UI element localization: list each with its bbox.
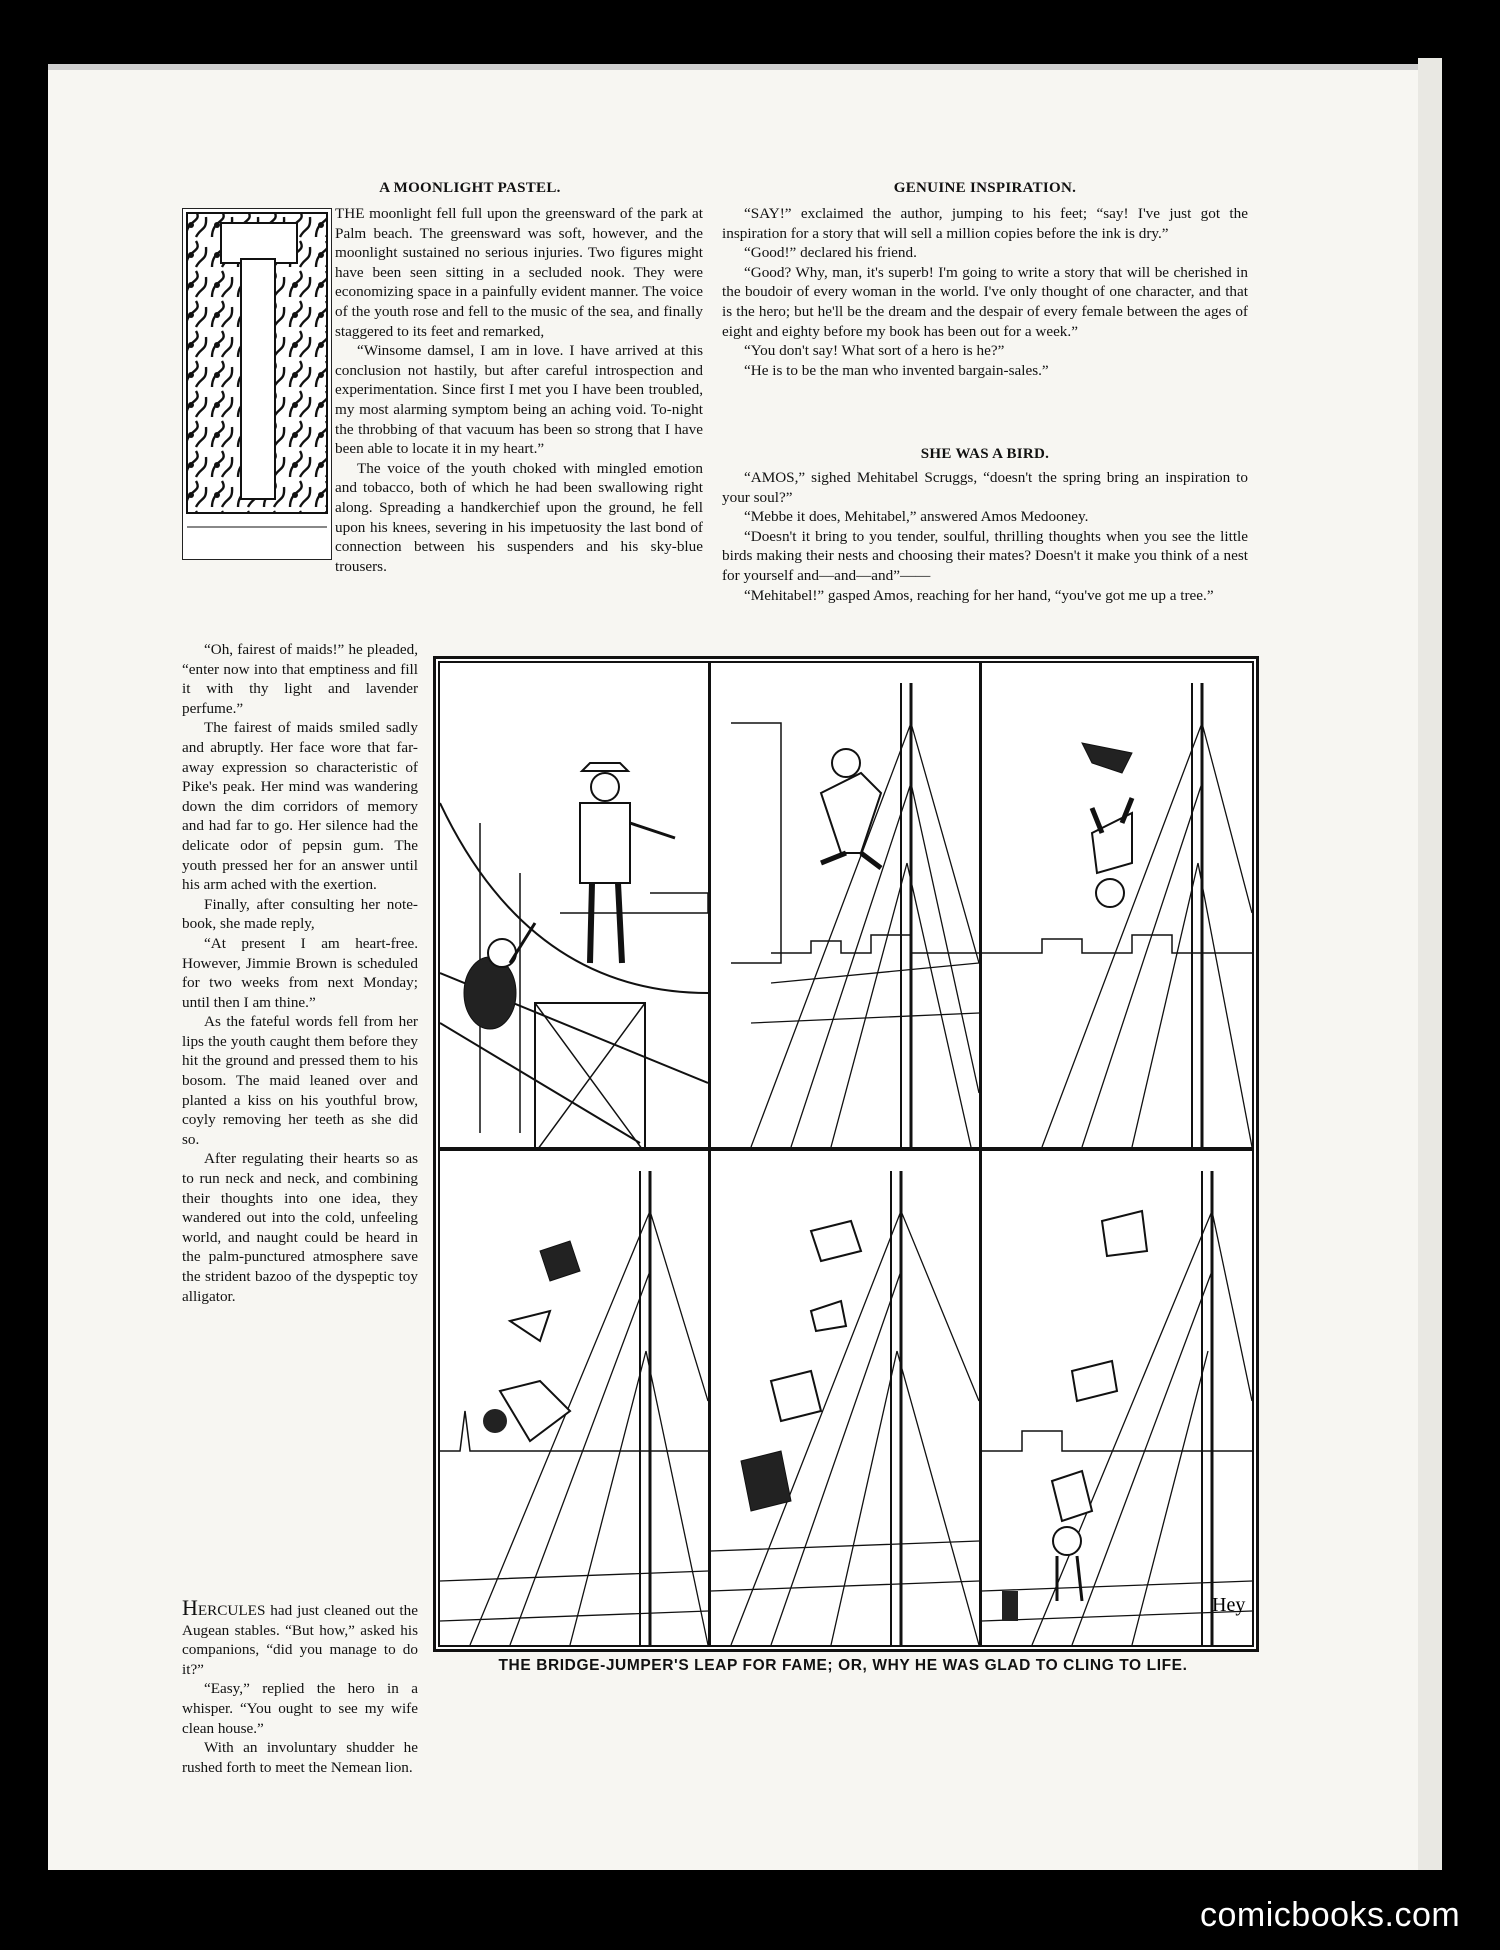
moonlight-paragraph-6: Finally, after consulting her note-book, she made reply, <box>182 895 418 933</box>
decorative-initial-t <box>182 208 332 560</box>
mast-scene-3 <box>982 663 1252 1147</box>
moonlight-paragraph-7: “At present I am heart-free. However, Jimmie Brown is scheduled for two weeks from next Monday; until then I am thine.” <box>182 934 418 1011</box>
bird-story <box>722 468 1248 605</box>
comic-panel-6 <box>980 1149 1254 1647</box>
moonlight-narrow-column <box>182 640 418 1306</box>
ornament-pattern <box>183 209 331 559</box>
hercules-joke <box>182 1595 418 1777</box>
story-title-inspiration: GENUINE INSPIRATION. <box>893 180 1077 196</box>
mast-scene-2 <box>711 663 979 1147</box>
hercules-paragraph-2: “Easy,” replied the hero in a whisper. “You ought to see my wife clean house.” <box>182 1680 418 1737</box>
comic-panel-3 <box>980 661 1254 1149</box>
story-title-bird: SHE WAS A BIRD. <box>920 446 1050 462</box>
comic-panel-5 <box>709 1149 981 1647</box>
bird-paragraph-4: “Mehitabel!” gasped Amos, reaching for her hand, “you've got me up a tree.” <box>744 586 1214 604</box>
inspiration-paragraph-3: “Good? Why, man, it's superb! I'm going to write a story that will be cherished in the boudoir of every woman in the world. I've only thought of one character, and that is the hero; but he'll be the dream and the despair of every female between the ages of eight and eighty before my book has been out for a week.” <box>722 263 1248 340</box>
moonlight-paragraph-8: As the fateful words fell from her lips the youth caught them before they hit the ground and pressed them to his bosom. The maid leaned over and planted a kiss on his youthful brow, coyly removing her teeth as she did so. <box>182 1013 418 1148</box>
hercules-paragraph-3: With an involuntary shudder he rushed forth to meet the Nemean lion. <box>182 1739 418 1776</box>
bird-paragraph-1: “AMOS,” sighed Mehitabel Scruggs, “doesn't the spring bring an inspiration to your soul?” <box>722 469 1248 506</box>
inspiration-paragraph-2: “Good!” declared his friend. <box>744 244 917 262</box>
moonlight-paragraph-4: “Oh, fairest of maids!” he pleaded, “enter now into that emptiness and fill it with thy light and lavender perfume.” <box>182 641 418 717</box>
comic-panel-2 <box>709 661 981 1149</box>
initial-text: THE moonlight fell full upon the greensward of the park at Palm beach. The greensward was soft, however, and the moonlight sustained no serious injuries. Two figures might have been seen sitting in a secluded nook. They were economizing space in a painfully evident manner. The voice of the youth rose and fell to the music of the sea, and finally staggered to its feet and remarked, <box>335 205 703 340</box>
mast-scene-5 <box>711 1151 979 1645</box>
mast-scene-4 <box>440 1151 708 1645</box>
moonlight-paragraph-5: The fairest of maids smiled sadly and abruptly. Her face wore that far-away expression so characteristic of Pike's peak. Her mind was wandering down the dim corridors of memory and had far to go. Her silence had the delicate odor of pepsin gum. The youth pressed her for an answer until his arm ached with the exertion. <box>182 719 418 894</box>
artist-signature: Hey <box>1212 1594 1246 1616</box>
site-watermark: comicbooks.com <box>1200 1896 1461 1934</box>
inspiration-paragraph-4: “You don't say! What sort of a hero is he?” <box>744 342 1005 360</box>
moonlight-paragraph-2: “Winsome damsel, I am in love. I have arrived at this conclusion not hastily, but after careful introspection and experimentation. Since first I met you I have been troubled, my most alarming symptom being an aching void. To-night the throbbing of that vacuum has been so strong that I have been able to locate it in my heart.” <box>335 342 703 458</box>
hercules-initial: H <box>182 1595 198 1620</box>
mast-scene-6 <box>982 1151 1252 1645</box>
comic-strip <box>433 656 1259 1652</box>
bridge-scene <box>440 663 708 1147</box>
moonlight-paragraph-1 <box>335 204 703 576</box>
page-spine <box>1418 58 1442 1870</box>
bird-paragraph-2: “Mebbe it does, Mehitabel,” answered Amos Medooney. <box>744 508 1089 526</box>
comic-panel-1 <box>438 661 710 1149</box>
moonlight-paragraph-9: After regulating their hearts so as to run neck and neck, and combining their thoughts into one idea, they wandered out into the cold, unfeeling world, and naught could be heard in the palm-punctured atmosphere save the strident bazoo of the dyspeptic toy alligator. <box>182 1150 418 1305</box>
inspiration-story <box>722 204 1248 380</box>
inspiration-paragraph-5: “He is to be the man who invented bargain-sales.” <box>744 361 1049 379</box>
inspiration-paragraph-1: “SAY!” exclaimed the author, jumping to his feet; “say! I've just got the inspiration for a story that will sell a million copies before the ink is dry.” <box>722 205 1248 242</box>
hercules-paragraph-1: ERCULES had just cleaned out the Augean stables. “But how,” asked his companions, “did you manage to do it?” <box>182 1602 418 1678</box>
comic-caption: THE BRIDGE-JUMPER'S LEAP FOR FAME; OR, WHY HE WAS GLAD TO CLING TO LIFE. <box>498 1657 1188 1674</box>
bird-paragraph-3: “Doesn't it bring to you tender, soulful, thrilling thoughts when you see the little birds making their nests and choosing their mates? Doesn't it make you think of a nest for yourself and—and—and”—— <box>722 527 1248 584</box>
story-title-moonlight: A MOONLIGHT PASTEL. <box>379 180 561 196</box>
moonlight-paragraph-3-lead: The voice of the youth choked with mingled emotion and tobacco, both of which he had been swallowing right along. Spreading a handkerchief upon the ground, he fell upon his knees, severing in his impetuosity the last bond of connection between his suspenders and his sky-blue trousers. <box>335 459 703 575</box>
comic-panel-4 <box>438 1149 710 1647</box>
